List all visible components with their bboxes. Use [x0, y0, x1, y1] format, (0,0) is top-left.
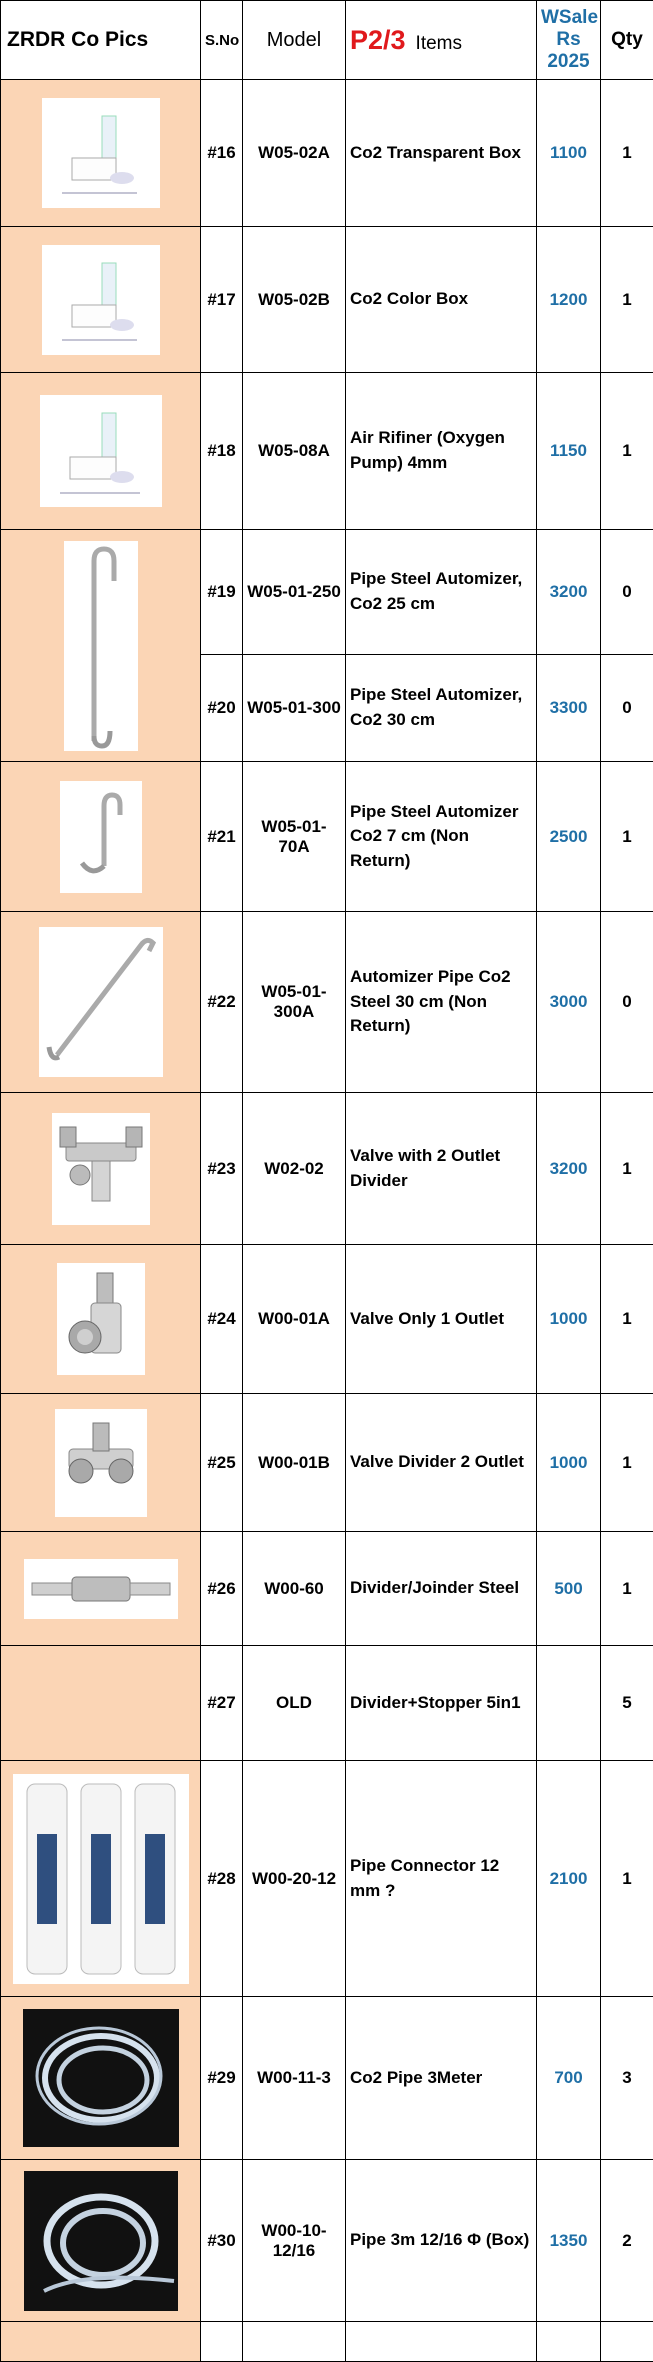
row-sno: #19	[201, 530, 243, 655]
row-model: W00-01B	[243, 1394, 346, 1532]
row-qty: 1	[601, 373, 653, 530]
header-price	[537, 1, 601, 80]
table-row	[1, 227, 653, 373]
row-qty: 0	[601, 530, 653, 655]
table-row	[1, 1245, 653, 1394]
row-price: 2500	[537, 762, 601, 912]
header-qty: Qty	[601, 1, 653, 80]
row-model: W00-01A	[243, 1245, 346, 1394]
product-pic-cell	[1, 373, 201, 530]
product-pic-cell	[1, 762, 201, 912]
row-price: 3200	[537, 530, 601, 655]
row-item: Divider+Stopper 5in1	[346, 1646, 537, 1761]
table-row	[1, 1394, 653, 1532]
row-price: 1200	[537, 227, 601, 373]
row-qty: 5	[601, 1646, 653, 1761]
row-model: W05-02B	[243, 227, 346, 373]
row-model: OLD	[243, 1646, 346, 1761]
row-sno: #23	[201, 1093, 243, 1245]
row-model: W05-02A	[243, 80, 346, 227]
row-item: Valve Divider 2 Outlet	[346, 1394, 537, 1532]
row-sno: #18	[201, 373, 243, 530]
product-pic-cell	[1, 1093, 201, 1245]
header-pics: ZRDR Co Pics	[1, 1, 201, 80]
row-model: W00-10-12/16	[243, 2160, 346, 2322]
row-sno: #26	[201, 1532, 243, 1646]
row-item: Co2 Pipe 3Meter	[346, 1997, 537, 2160]
row-model: W05-01-300A	[243, 912, 346, 1093]
row-item: Pipe 3m 12/16 Φ (Box)	[346, 2160, 537, 2322]
table-row	[1, 1093, 653, 1245]
product-pic-cell	[1, 1394, 201, 1532]
row-model: W02-02	[243, 1093, 346, 1245]
row-model: W05-01-300	[243, 655, 346, 762]
table-row	[1, 1532, 653, 1646]
empty-cell	[537, 2322, 601, 2362]
row-model: W00-60	[243, 1532, 346, 1646]
row-qty: 1	[601, 1761, 653, 1997]
row-sno: #29	[201, 1997, 243, 2160]
row-price: 1000	[537, 1394, 601, 1532]
product-pic-cell	[1, 80, 201, 227]
row-item: Divider/Joinder Steel	[346, 1532, 537, 1646]
table-row	[1, 2160, 653, 2322]
product-pic-cell	[1, 1997, 201, 2160]
row-item: Co2 Transparent Box	[346, 80, 537, 227]
row-price: 1000	[537, 1245, 601, 1394]
row-sno: #17	[201, 227, 243, 373]
table-row	[1, 1997, 653, 2160]
row-model: W05-08A	[243, 373, 346, 530]
row-price: 3000	[537, 912, 601, 1093]
row-sno: #20	[201, 655, 243, 762]
row-price: 700	[537, 1997, 601, 2160]
row-item: Pipe Steel Automizer Co2 7 cm (Non Return)	[346, 762, 537, 912]
row-price: 3300	[537, 655, 601, 762]
table-row	[1, 80, 653, 227]
row-sno: #27	[201, 1646, 243, 1761]
page-indicator: P2/3	[350, 25, 406, 55]
header-price-line2: Rs	[556, 29, 580, 50]
row-sno: #24	[201, 1245, 243, 1394]
row-item: Valve Only 1 Outlet	[346, 1245, 537, 1394]
row-qty: 1	[601, 1394, 653, 1532]
row-qty: 1	[601, 227, 653, 373]
row-item: Automizer Pipe Co2 Steel 30 cm (Non Return)	[346, 912, 537, 1093]
header-model: Model	[243, 1, 346, 80]
row-sno: #30	[201, 2160, 243, 2322]
row-price: 3200	[537, 1093, 601, 1245]
row-model: W00-11-3	[243, 1997, 346, 2160]
row-qty: 0	[601, 912, 653, 1093]
product-pic-cell	[1, 530, 201, 762]
product-pic-cell	[1, 1646, 201, 1761]
row-price: 1150	[537, 373, 601, 530]
table-row	[1, 2322, 653, 2362]
table-row	[1, 1646, 653, 1761]
co2-box-diagram-icon	[42, 245, 160, 355]
pipe-connector-icon	[13, 1774, 189, 1984]
row-qty: 1	[601, 1093, 653, 1245]
header-items	[346, 1, 537, 80]
table-row	[1, 912, 653, 1093]
row-item: Valve with 2 Outlet Divider	[346, 1093, 537, 1245]
row-sno: #21	[201, 762, 243, 912]
row-model: W05-01-70A	[243, 762, 346, 912]
product-pic-cell	[1, 227, 201, 373]
row-sno: #22	[201, 912, 243, 1093]
steel-pipe-hook-icon	[64, 541, 138, 751]
row-price: 1350	[537, 2160, 601, 2322]
product-pic-cell	[1, 2160, 201, 2322]
row-price: 2100	[537, 1761, 601, 1997]
valve-single-icon	[57, 1263, 145, 1375]
air-refiner-diagram-icon	[40, 395, 162, 507]
empty-cell	[601, 2322, 653, 2362]
table-row	[1, 1761, 653, 1997]
row-qty: 0	[601, 655, 653, 762]
product-pic-cell	[1, 1245, 201, 1394]
row-sno: #16	[201, 80, 243, 227]
product-pic-cell	[1, 912, 201, 1093]
empty-cell	[346, 2322, 537, 2362]
co2-box-diagram-icon	[42, 98, 160, 208]
empty-cell	[243, 2322, 346, 2362]
row-qty: 1	[601, 1532, 653, 1646]
row-qty: 1	[601, 1245, 653, 1394]
product-pic-cell	[1, 1532, 201, 1646]
valve-divider-icon	[55, 1409, 147, 1517]
table-row	[1, 762, 653, 912]
row-model: W05-01-250	[243, 530, 346, 655]
table-row	[1, 530, 653, 655]
row-item: Air Rifiner (Oxygen Pump) 4mm	[346, 373, 537, 530]
row-qty: 2	[601, 2160, 653, 2322]
row-qty: 1	[601, 762, 653, 912]
product-pic-cell	[1, 1761, 201, 1997]
row-price: 500	[537, 1532, 601, 1646]
steel-pipe-short-icon	[60, 781, 142, 893]
steel-pipe-long-icon	[39, 927, 163, 1077]
empty-cell	[201, 2322, 243, 2362]
row-item: Pipe Steel Automizer, Co2 30 cm	[346, 655, 537, 762]
header-price-line3: 2025	[547, 51, 589, 72]
valve-divider-icon	[52, 1113, 150, 1225]
header-row	[1, 1, 653, 80]
header-price-line1: WSale	[541, 7, 598, 28]
row-price: 1100	[537, 80, 601, 227]
table-row	[1, 373, 653, 530]
clear-tubing-coil-icon	[23, 2009, 179, 2147]
header-sno: S.No	[201, 1, 243, 80]
product-pic-cell	[1, 2322, 201, 2362]
row-item: Pipe Steel Automizer, Co2 25 cm	[346, 530, 537, 655]
row-model: W00-20-12	[243, 1761, 346, 1997]
row-sno: #25	[201, 1394, 243, 1532]
row-price	[537, 1646, 601, 1761]
steel-joiner-icon	[24, 1559, 178, 1619]
row-item: Co2 Color Box	[346, 227, 537, 373]
row-sno: #28	[201, 1761, 243, 1997]
row-qty: 3	[601, 1997, 653, 2160]
header-items-label: Items	[416, 33, 462, 54]
row-qty: 1	[601, 80, 653, 227]
row-item: Pipe Connector 12 mm ?	[346, 1761, 537, 1997]
clear-tubing-coil-icon	[24, 2171, 178, 2311]
